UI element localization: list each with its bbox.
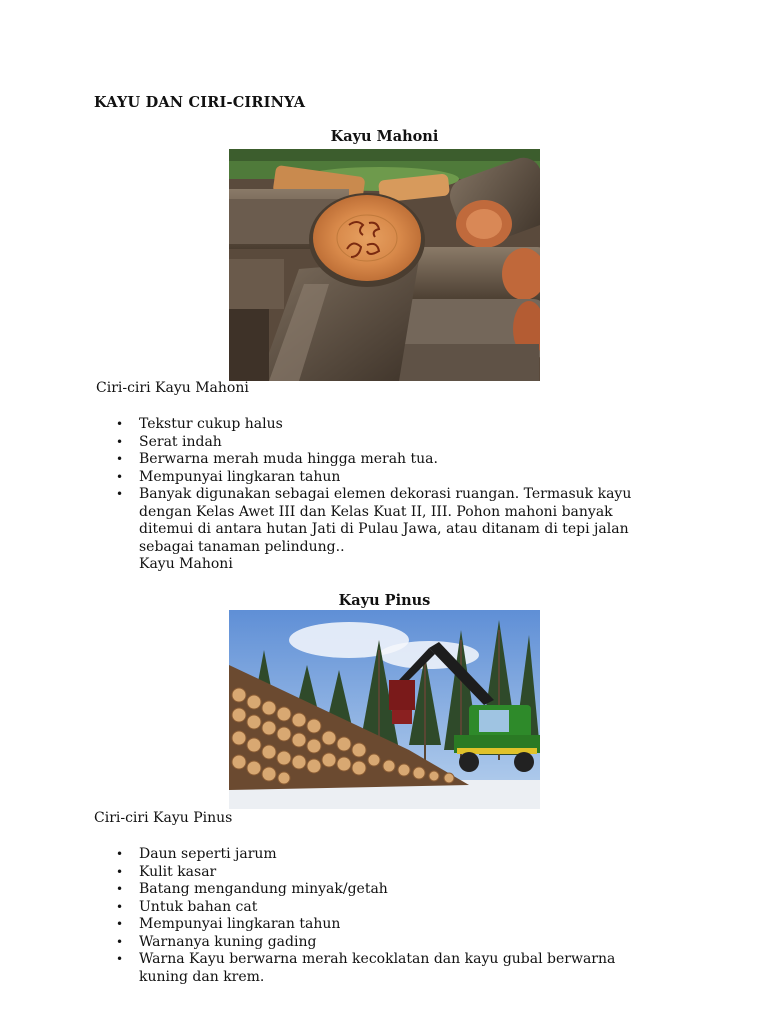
list-item: • Banyak digunakan sebagai elemen dekorasi ruangan. Termasuk kayu dengan Kelas Awet III dan Kelas Kuat II, III. Pohon mahoni banyak ditemui di antara hutan Jati di Pulau Jawa, atau ditanam di tepi jalan sebagai tanaman pelindung.. Kayu Mahoni (96, 486, 676, 574)
list-item: • Batang mengandung minyak/getah (116, 881, 388, 897)
list-item: • Mempunyai lingkaran tahun (116, 468, 341, 485)
list-item: • Warna Kayu berwarna merah kecoklatan dan kayu gubal berwarna kuning dan krem. (116, 951, 616, 985)
features-label-mahoni: Ciri-ciri Kayu Mahoni (96, 380, 249, 396)
pine-logging-photo (229, 610, 540, 809)
document-title: KAYU DAN CIRI-CIRINYA (94, 94, 306, 111)
list-item: • Berwarna merah muda hingga merah tua. (116, 451, 438, 467)
list-item: • Kulit kasar (116, 863, 217, 880)
feature-list-pinus (96, 846, 676, 986)
features-label-pinus: Ciri-ciri Kayu Pinus (94, 810, 233, 826)
list-item: • Mempunyai lingkaran tahun (116, 916, 341, 932)
list-item: • Untuk bahan cat (116, 898, 258, 915)
list-item: • Daun seperti jarum (116, 846, 277, 862)
mahogany-log-photo (229, 149, 540, 381)
trailing-caption-mahoni: Kayu Mahoni (139, 556, 233, 572)
list-item: • Tekstur cukup halus (116, 416, 283, 432)
section-heading-pinus: Kayu Pinus (338, 592, 431, 609)
list-item: • Serat indah (116, 433, 222, 450)
list-item: • Warnanya kuning gading (116, 933, 317, 950)
section-heading-mahoni: Kayu Mahoni (330, 128, 439, 145)
feature-list-mahoni (96, 416, 676, 574)
